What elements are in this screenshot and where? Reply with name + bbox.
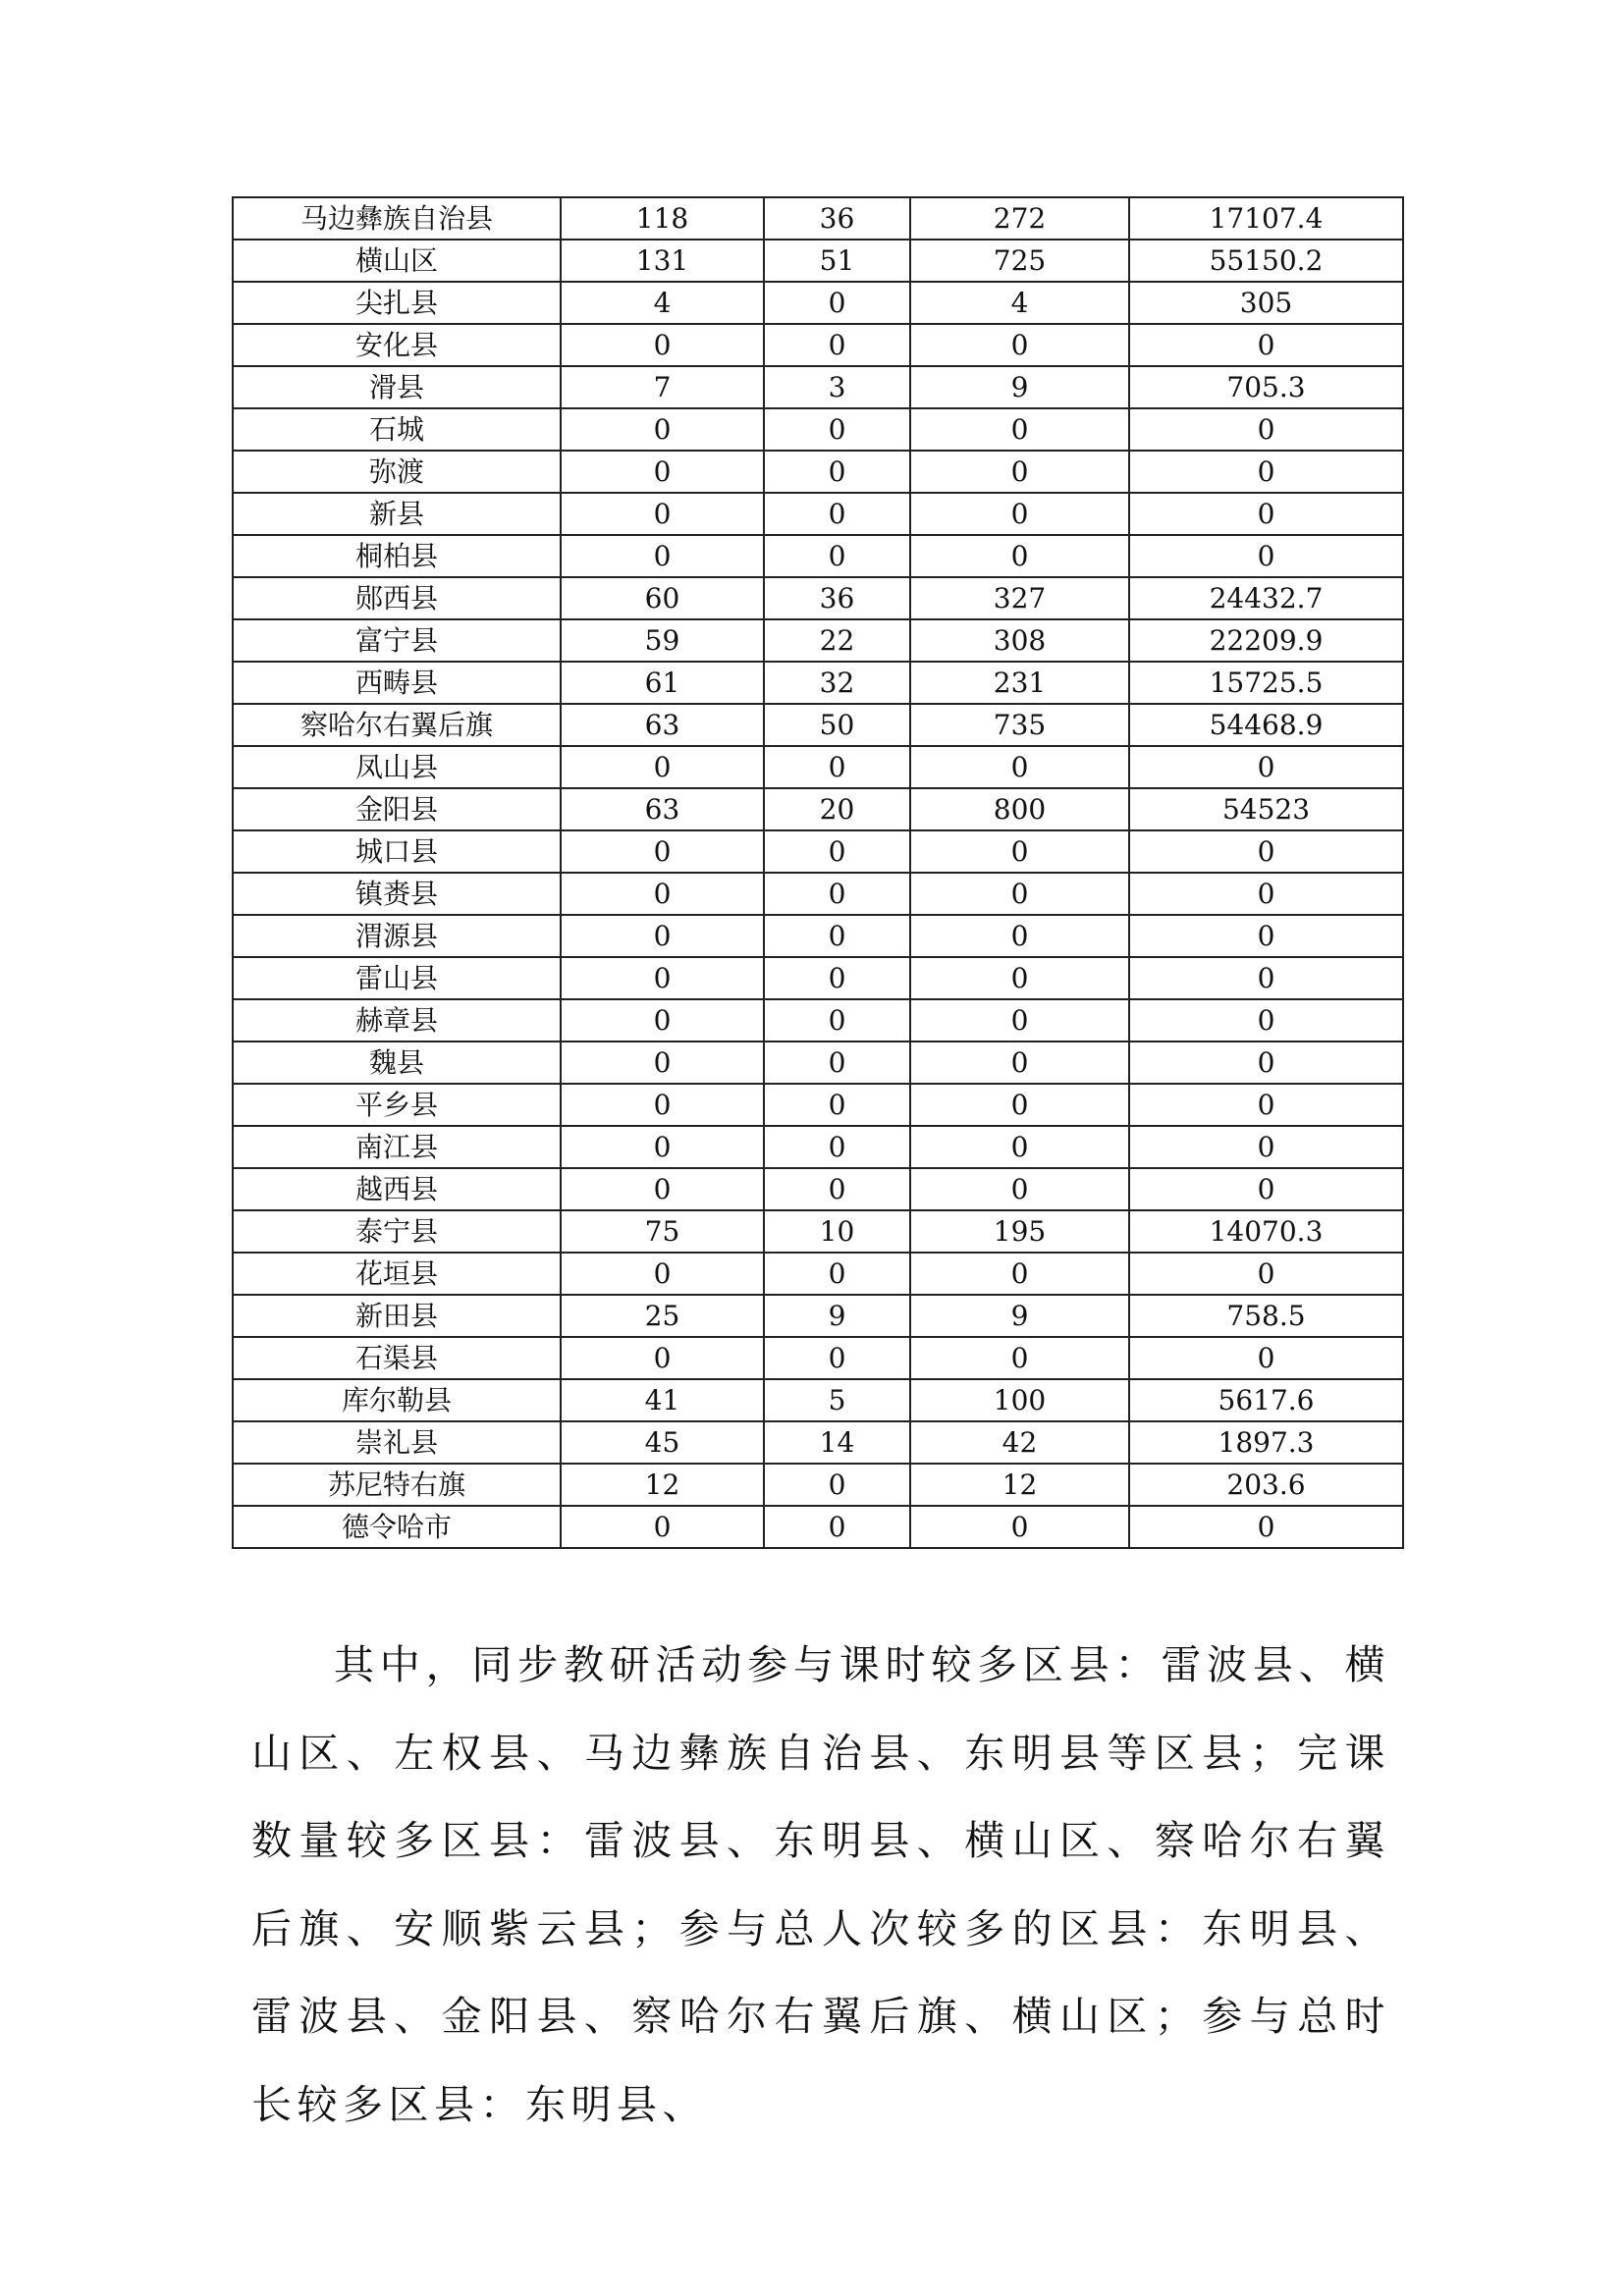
- table-row: [233, 1041, 1403, 1084]
- value-cell: 4: [910, 282, 1129, 324]
- table-row: [233, 1295, 1403, 1337]
- table-row: [233, 1253, 1403, 1295]
- value-cell: 231: [910, 662, 1129, 704]
- value-cell: 758.5: [1129, 1295, 1403, 1337]
- value-cell: 1897.3: [1129, 1421, 1403, 1464]
- value-cell: 0: [910, 1253, 1129, 1295]
- value-cell: 0: [561, 1084, 764, 1126]
- value-cell: 0: [561, 1126, 764, 1168]
- table-row: [233, 1464, 1403, 1506]
- county-name-cell: 富宁县: [233, 619, 561, 662]
- value-cell: 0: [764, 999, 910, 1041]
- value-cell: 0: [1129, 1506, 1403, 1548]
- table-row: [233, 197, 1403, 240]
- value-cell: 63: [561, 788, 764, 830]
- county-name-cell: 石渠县: [233, 1337, 561, 1379]
- county-name-cell: 魏县: [233, 1041, 561, 1084]
- value-cell: 0: [910, 535, 1129, 577]
- table-row: [233, 915, 1403, 957]
- value-cell: 0: [764, 1337, 910, 1379]
- county-name-cell: 横山区: [233, 240, 561, 282]
- value-cell: 22209.9: [1129, 619, 1403, 662]
- table-row: [233, 999, 1403, 1041]
- value-cell: 45: [561, 1421, 764, 1464]
- value-cell: 0: [561, 324, 764, 366]
- value-cell: 0: [1129, 493, 1403, 535]
- county-name-cell: 西畴县: [233, 662, 561, 704]
- table-row: [233, 788, 1403, 830]
- table-row: [233, 704, 1403, 746]
- value-cell: 0: [1129, 451, 1403, 493]
- table-row: [233, 1126, 1403, 1168]
- value-cell: 0: [561, 1168, 764, 1210]
- county-name-cell: 库尔勒县: [233, 1379, 561, 1421]
- value-cell: 725: [910, 240, 1129, 282]
- value-cell: 54468.9: [1129, 704, 1403, 746]
- value-cell: 0: [1129, 1337, 1403, 1379]
- value-cell: 0: [1129, 999, 1403, 1041]
- value-cell: 0: [561, 1253, 764, 1295]
- table-row: [233, 535, 1403, 577]
- value-cell: 9: [764, 1295, 910, 1337]
- value-cell: 0: [910, 999, 1129, 1041]
- county-name-cell: 渭源县: [233, 915, 561, 957]
- value-cell: 50: [764, 704, 910, 746]
- county-name-cell: 德令哈市: [233, 1506, 561, 1548]
- value-cell: 36: [764, 197, 910, 240]
- value-cell: 0: [561, 1041, 764, 1084]
- table-row: [233, 662, 1403, 704]
- value-cell: 0: [910, 493, 1129, 535]
- value-cell: 0: [561, 746, 764, 788]
- county-name-cell: 弥渡: [233, 451, 561, 493]
- value-cell: 3: [764, 366, 910, 408]
- table-row: [233, 366, 1403, 408]
- value-cell: 800: [910, 788, 1129, 830]
- county-name-cell: 凤山县: [233, 746, 561, 788]
- county-name-cell: 金阳县: [233, 788, 561, 830]
- county-statistics-table: [232, 196, 1404, 1549]
- value-cell: 0: [561, 451, 764, 493]
- value-cell: 0: [1129, 408, 1403, 451]
- table-row: [233, 746, 1403, 788]
- value-cell: 4: [561, 282, 764, 324]
- county-name-cell: 南江县: [233, 1126, 561, 1168]
- value-cell: 0: [764, 746, 910, 788]
- value-cell: 735: [910, 704, 1129, 746]
- value-cell: 0: [764, 408, 910, 451]
- value-cell: 0: [764, 1084, 910, 1126]
- value-cell: 5: [764, 1379, 910, 1421]
- value-cell: 55150.2: [1129, 240, 1403, 282]
- value-cell: 5617.6: [1129, 1379, 1403, 1421]
- value-cell: 0: [1129, 915, 1403, 957]
- value-cell: 0: [1129, 830, 1403, 873]
- table-row: [233, 957, 1403, 999]
- value-cell: 0: [561, 957, 764, 999]
- value-cell: 0: [910, 873, 1129, 915]
- table-row: [233, 408, 1403, 451]
- value-cell: 25: [561, 1295, 764, 1337]
- value-cell: 0: [764, 873, 910, 915]
- value-cell: 0: [561, 493, 764, 535]
- table-row: [233, 830, 1403, 873]
- value-cell: 32: [764, 662, 910, 704]
- value-cell: 54523: [1129, 788, 1403, 830]
- value-cell: 42: [910, 1421, 1129, 1464]
- table-row: [233, 619, 1403, 662]
- value-cell: 0: [561, 830, 764, 873]
- county-name-cell: 赫章县: [233, 999, 561, 1041]
- county-name-cell: 平乡县: [233, 1084, 561, 1126]
- value-cell: 308: [910, 619, 1129, 662]
- table-row: [233, 493, 1403, 535]
- value-cell: 0: [910, 830, 1129, 873]
- value-cell: 10: [764, 1210, 910, 1253]
- county-name-cell: 雷山县: [233, 957, 561, 999]
- county-name-cell: 尖扎县: [233, 282, 561, 324]
- value-cell: 100: [910, 1379, 1129, 1421]
- value-cell: 0: [1129, 535, 1403, 577]
- county-name-cell: 马边彝族自治县: [233, 197, 561, 240]
- value-cell: 0: [1129, 1041, 1403, 1084]
- value-cell: 0: [910, 408, 1129, 451]
- table-row: [233, 282, 1403, 324]
- value-cell: 0: [1129, 873, 1403, 915]
- value-cell: 0: [561, 408, 764, 451]
- value-cell: 0: [764, 1126, 910, 1168]
- value-cell: 0: [1129, 746, 1403, 788]
- value-cell: 305: [1129, 282, 1403, 324]
- value-cell: 0: [764, 957, 910, 999]
- county-name-cell: 郧西县: [233, 577, 561, 619]
- value-cell: 63: [561, 704, 764, 746]
- value-cell: 0: [764, 282, 910, 324]
- value-cell: 0: [910, 451, 1129, 493]
- value-cell: 195: [910, 1210, 1129, 1253]
- value-cell: 0: [1129, 324, 1403, 366]
- county-name-cell: 城口县: [233, 830, 561, 873]
- value-cell: 0: [561, 535, 764, 577]
- value-cell: 24432.7: [1129, 577, 1403, 619]
- value-cell: 0: [764, 830, 910, 873]
- value-cell: 12: [561, 1464, 764, 1506]
- county-name-cell: 石城: [233, 408, 561, 451]
- value-cell: 203.6: [1129, 1464, 1403, 1506]
- value-cell: 0: [764, 1506, 910, 1548]
- county-name-cell: 泰宁县: [233, 1210, 561, 1253]
- value-cell: 0: [764, 1253, 910, 1295]
- county-name-cell: 桐柏县: [233, 535, 561, 577]
- value-cell: 36: [764, 577, 910, 619]
- value-cell: 118: [561, 197, 764, 240]
- value-cell: 0: [910, 957, 1129, 999]
- value-cell: 131: [561, 240, 764, 282]
- county-name-cell: 察哈尔右翼后旗: [233, 704, 561, 746]
- county-name-cell: 崇礼县: [233, 1421, 561, 1464]
- value-cell: 0: [764, 535, 910, 577]
- value-cell: 327: [910, 577, 1129, 619]
- value-cell: 0: [1129, 957, 1403, 999]
- county-name-cell: 越西县: [233, 1168, 561, 1210]
- value-cell: 0: [910, 1168, 1129, 1210]
- table-row: [233, 1210, 1403, 1253]
- value-cell: 0: [910, 1084, 1129, 1126]
- value-cell: 0: [764, 1168, 910, 1210]
- value-cell: 0: [910, 746, 1129, 788]
- value-cell: 0: [910, 915, 1129, 957]
- value-cell: 60: [561, 577, 764, 619]
- county-name-cell: 新田县: [233, 1295, 561, 1337]
- county-name-cell: 安化县: [233, 324, 561, 366]
- value-cell: 75: [561, 1210, 764, 1253]
- value-cell: 0: [561, 915, 764, 957]
- table-row: [233, 1506, 1403, 1548]
- county-name-cell: 滑县: [233, 366, 561, 408]
- table-row: [233, 1337, 1403, 1379]
- table-row: [233, 1168, 1403, 1210]
- value-cell: 0: [764, 324, 910, 366]
- value-cell: 0: [561, 1506, 764, 1548]
- value-cell: 0: [1129, 1253, 1403, 1295]
- value-cell: 14: [764, 1421, 910, 1464]
- value-cell: 61: [561, 662, 764, 704]
- table-row: [233, 1084, 1403, 1126]
- value-cell: 0: [561, 1337, 764, 1379]
- value-cell: 705.3: [1129, 366, 1403, 408]
- value-cell: 51: [764, 240, 910, 282]
- value-cell: 20: [764, 788, 910, 830]
- table-row: [233, 324, 1403, 366]
- value-cell: 0: [910, 1041, 1129, 1084]
- county-name-cell: 花垣县: [233, 1253, 561, 1295]
- value-cell: 0: [561, 999, 764, 1041]
- value-cell: 22: [764, 619, 910, 662]
- value-cell: 0: [561, 873, 764, 915]
- value-cell: 59: [561, 619, 764, 662]
- value-cell: 17107.4: [1129, 197, 1403, 240]
- value-cell: 272: [910, 197, 1129, 240]
- value-cell: 9: [910, 366, 1129, 408]
- table-row: [233, 451, 1403, 493]
- county-name-cell: 镇赉县: [233, 873, 561, 915]
- value-cell: 14070.3: [1129, 1210, 1403, 1253]
- value-cell: 9: [910, 1295, 1129, 1337]
- value-cell: 0: [910, 1506, 1129, 1548]
- value-cell: 0: [764, 451, 910, 493]
- value-cell: 0: [764, 1041, 910, 1084]
- county-name-cell: 苏尼特右旗: [233, 1464, 561, 1506]
- table-row: [233, 240, 1403, 282]
- value-cell: 7: [561, 366, 764, 408]
- value-cell: 0: [910, 1337, 1129, 1379]
- county-name-cell: 新县: [233, 493, 561, 535]
- value-cell: 0: [910, 324, 1129, 366]
- table-row: [233, 873, 1403, 915]
- table-body: [233, 197, 1403, 1548]
- value-cell: 0: [1129, 1168, 1403, 1210]
- value-cell: 0: [910, 1126, 1129, 1168]
- value-cell: 0: [1129, 1084, 1403, 1126]
- value-cell: 0: [764, 493, 910, 535]
- value-cell: 0: [1129, 1126, 1403, 1168]
- value-cell: 12: [910, 1464, 1129, 1506]
- summary-paragraph: 其中，同步教研活动参与课时较多区县：雷波县、横山区、左权县、马边彝族自治县、东明县等区县；完课数量较多区县：雷波县、东明县、横山区、察哈尔右翼后旗、安顺紫云县；参与总人次较多的区县：东明县、雷波县、金阳县、察哈尔右翼后旗、横山区；参与总时长较多区县：东明县、: [251, 1641, 1390, 2128]
- table-row: [233, 577, 1403, 619]
- value-cell: 15725.5: [1129, 662, 1403, 704]
- value-cell: 0: [764, 915, 910, 957]
- value-cell: 41: [561, 1379, 764, 1421]
- table-row: [233, 1421, 1403, 1464]
- value-cell: 0: [764, 1464, 910, 1506]
- table-row: [233, 1379, 1403, 1421]
